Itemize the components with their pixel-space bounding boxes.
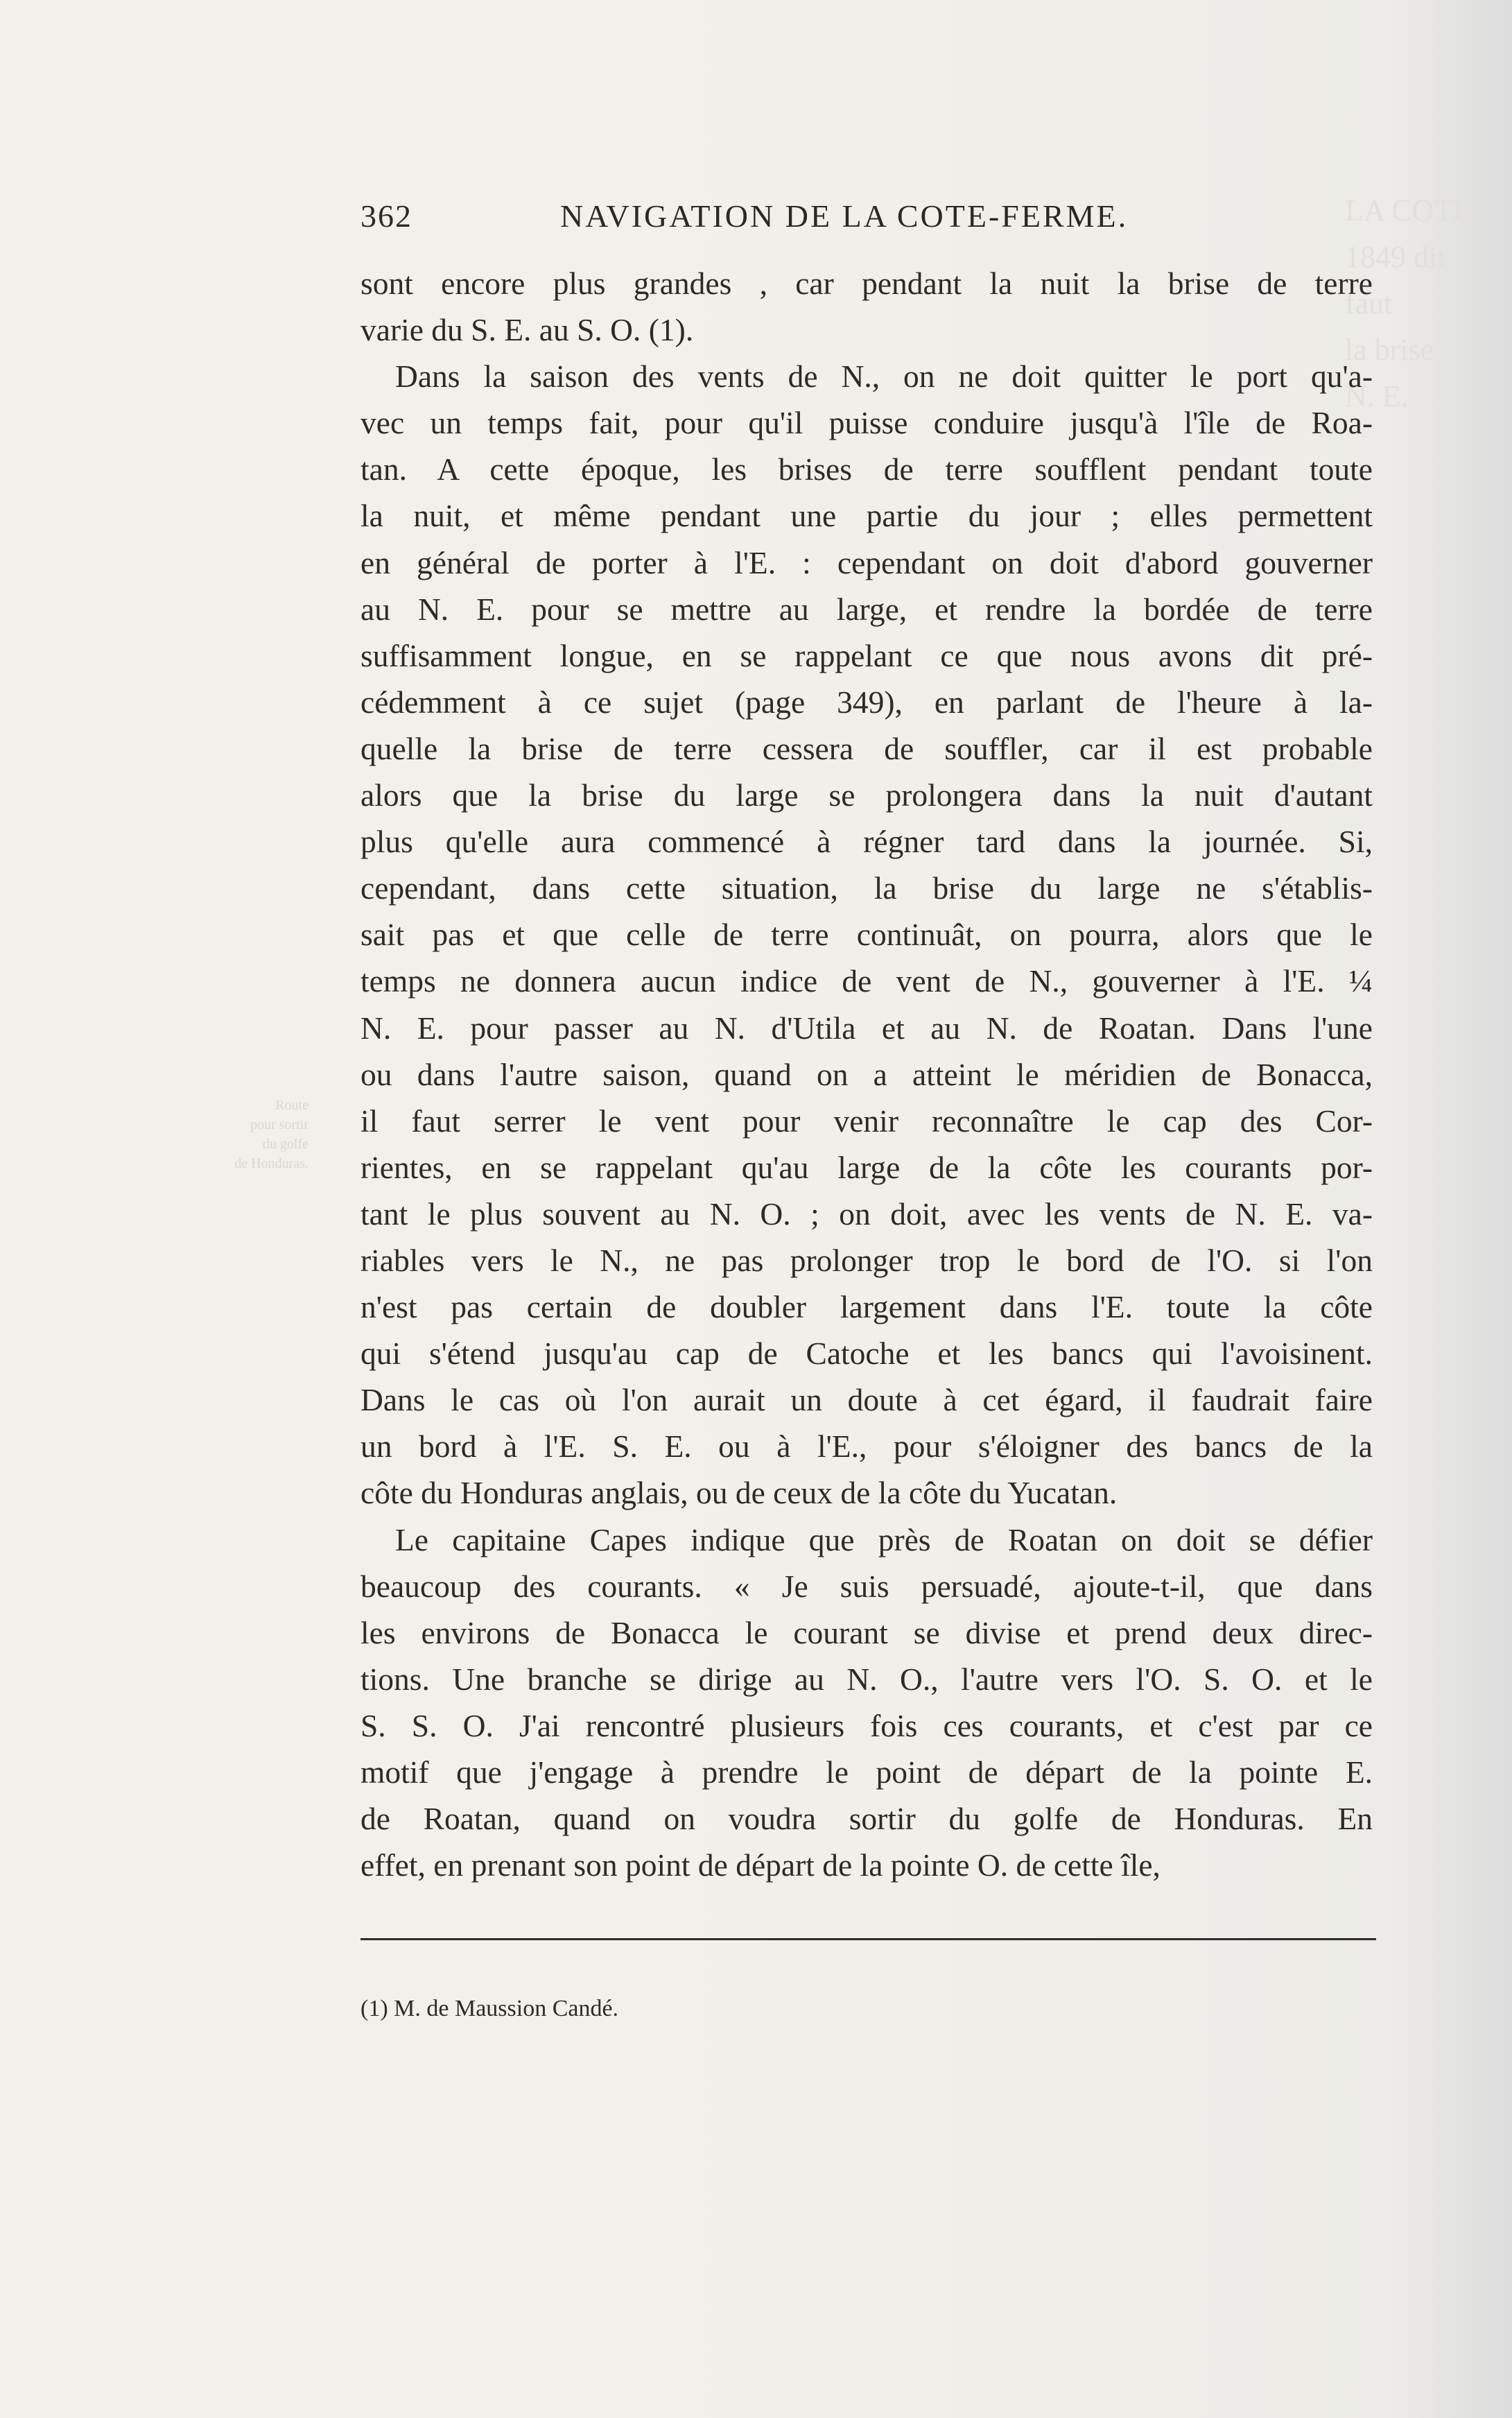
text-line: tions. Une branche se dirige au N. O., l'autre vers l'O. S. O. et le [360,1661,1373,1697]
text-line: les environs de Bonacca le courant se divise et prend deux direc- [360,1614,1373,1650]
text-line: temps ne donnera aucun indice de vent de N., gouverner à l'E. ¼ [360,963,1373,999]
running-title: NAVIGATION DE LA COTE-FERME. [560,198,1129,234]
text-line: motif que j'engage à prendre le point de départ de la pointe E. [360,1754,1373,1790]
text-line: cédemment à ce sujet (page 349), en parlant de l'heure à la- [360,684,1373,720]
text-line: qui s'étend jusqu'au cap de Catoche et les bancs qui l'avoisinent. [360,1336,1373,1372]
text-line: côte du Honduras anglais, ou de ceux de la côte du Yucatan. [360,1475,1118,1511]
bleed-through-right-edge: LA COTE 1849 dit faut la brise N. E. [1345,193,1472,413]
text-line: Dans la saison des vents de N., on ne doit quitter le port qu'a- [395,359,1373,395]
text-line: il faut serrer le vent pour venir reconnaître le cap des Cor- [360,1103,1373,1139]
faded-margin-bleed-through: Route pour sortir du golfe de Honduras. [234,1098,309,1171]
text-line: la nuit, et même pendant une partie du jour ; elles permettent [360,498,1373,534]
text-line: N. E. pour passer au N. d'Utila et au N. de Roatan. Dans l'une [360,1010,1373,1046]
text-line: varie du S. E. au S. O. (1). [360,312,694,348]
text-line: en général de porter à l'E. : cependant on doit d'abord gouverner [360,544,1373,580]
text-line: Dans le cas où l'on aurait un doute à cet égard, il faudrait faire [360,1382,1373,1418]
page-number: 362 [360,198,412,234]
text-line: tan. A cette époque, les brises de terre soufflent pendant toute [360,451,1373,487]
text-line: effet, en prenant son point de départ de la pointe O. de cette île, [360,1847,1161,1883]
text-line: n'est pas certain de doubler largement dans l'E. toute la côte [360,1289,1373,1325]
footnote-rule [360,1938,1376,1940]
text-line: vec un temps fait, pour qu'il puisse conduire jusqu'à l'île de Roa- [360,405,1373,441]
text-line: quelle la brise de terre cessera de souffler, car il est probable [360,730,1373,766]
text-line: un bord à l'E. S. E. ou à l'E., pour s'éloigner des bancs de la [360,1428,1373,1465]
text-line: Le capitaine Capes indique que près de Roatan on doit se défier [395,1521,1373,1557]
text-line: riables vers le N., ne pas prolonger trop le bord de l'O. si l'on [360,1242,1373,1278]
text-line: tant le plus souvent au N. O. ; on doit, avec les vents de N. E. va- [360,1195,1373,1232]
text-line: S. S. O. J'ai rencontré plusieurs fois ces courants, et c'est par ce [360,1707,1373,1743]
text-line: sait pas et que celle de terre continuât, on pourra, alors que le [360,917,1373,953]
paragraph [360,1517,1373,1889]
text-line: rientes, en se rappelant qu'au large de la côte les courants por- [360,1149,1373,1185]
text-line: alors que la brise du large se prolongera dans la nuit d'autant [360,777,1373,813]
body-text [360,260,1373,1888]
footnote: (1) M. de Maussion Candé. [360,1996,619,2021]
text-line: ou dans l'autre saison, quand on a atteint le méridien de Bonacca, [360,1056,1373,1092]
text-line: sont encore plus grandes , car pendant la nuit la brise de terre [360,266,1373,301]
text-line: cependant, dans cette situation, la brise du large ne s'établis- [360,870,1373,906]
text-line: au N. E. pour se mettre au large, et rendre la bordée de terre [360,591,1373,627]
paragraph [360,353,1373,1516]
running-header [360,198,1373,246]
text-line: plus qu'elle aura commencé à régner tard dans la journée. Si, [360,824,1373,860]
text-line: beaucoup des courants. « Je suis persuadé, ajoute-t-il, que dans [360,1568,1373,1604]
paragraph [360,260,1373,353]
text-line: suffisamment longue, en se rappelant ce que nous avons dit pré- [360,637,1373,673]
text-line: de Roatan, quand on voudra sortir du golfe de Honduras. En [360,1801,1373,1837]
